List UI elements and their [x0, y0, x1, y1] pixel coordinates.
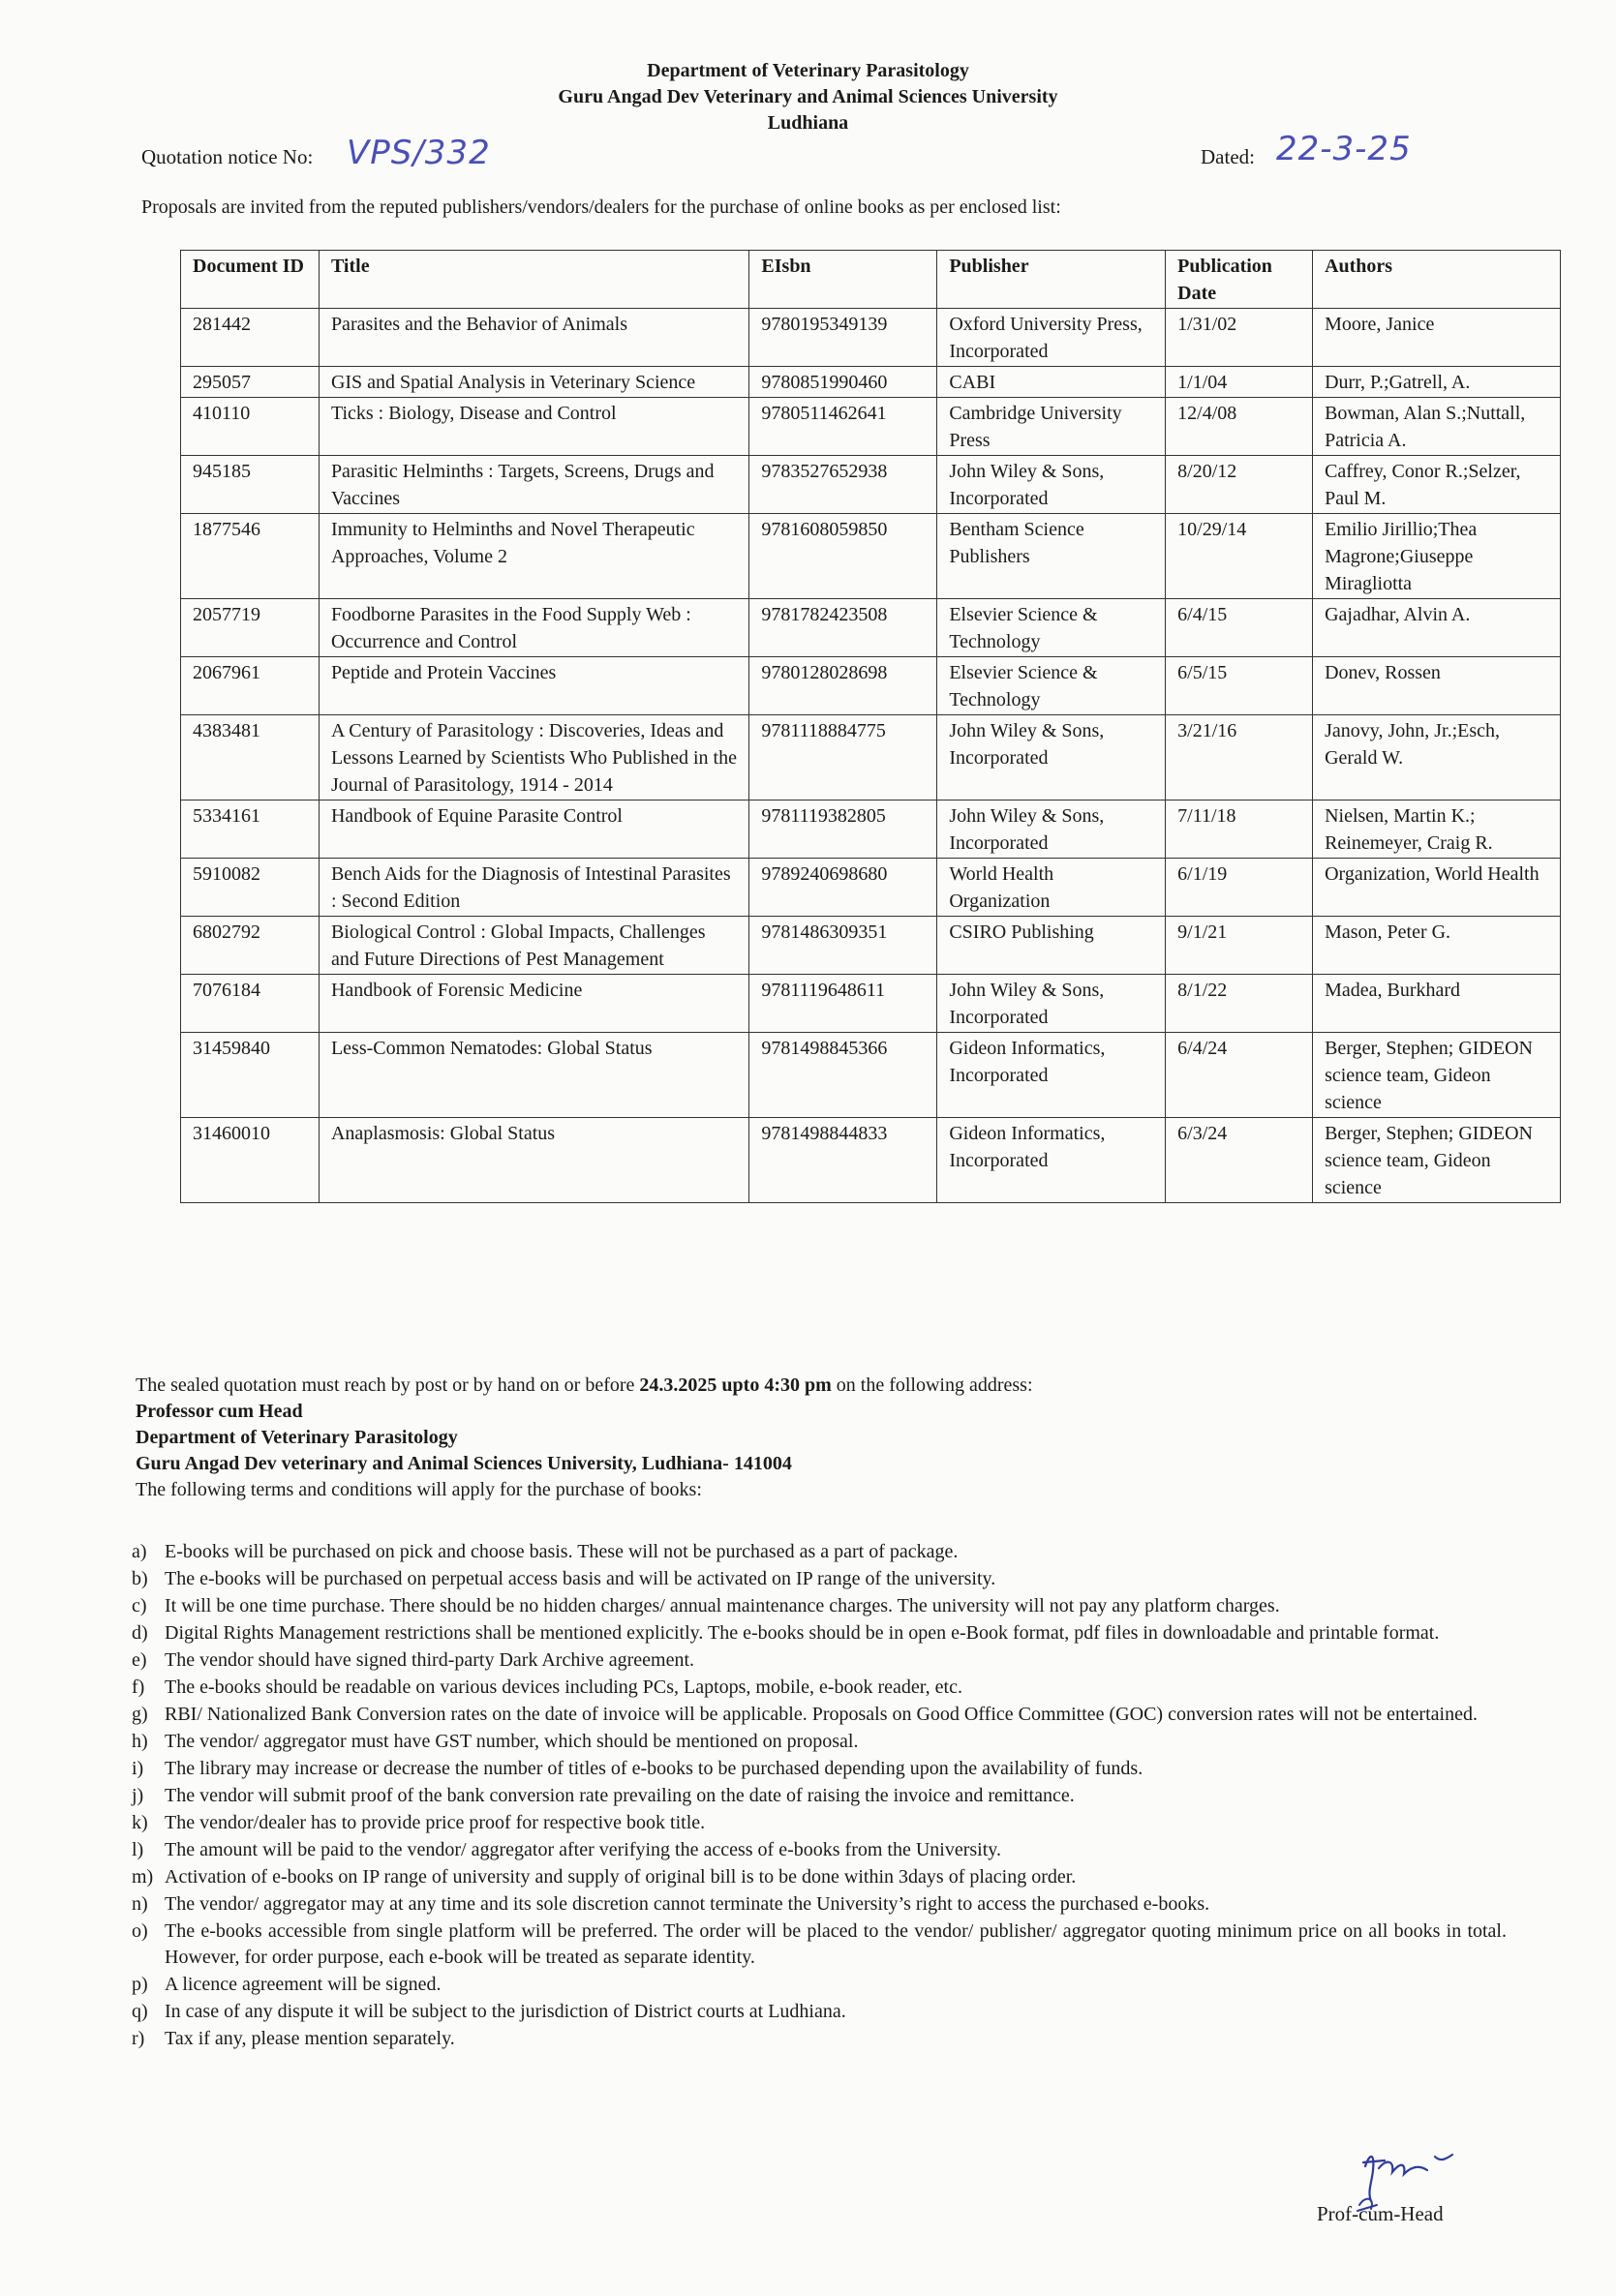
term-item	[132, 1864, 1507, 1890]
cell-title: Handbook of Equine Parasite Control	[319, 801, 748, 859]
department-name: Department of Veterinary Parasitology	[647, 60, 969, 81]
cell-authors: Mason, Peter G.	[1313, 917, 1561, 975]
header-title: Title	[319, 251, 748, 309]
cell-authors: Moore, Janice	[1313, 309, 1561, 367]
cell-publisher: Oxford University Press, Incorporated	[937, 309, 1166, 367]
cell-publisher: John Wiley & Sons, Incorporated	[937, 801, 1166, 859]
submission-pre: The sealed quotation must reach by post or by hand on or before	[136, 1375, 635, 1396]
cell-publication-date: 7/11/18	[1166, 801, 1313, 859]
table-row	[181, 715, 1561, 801]
submission-line	[136, 1373, 1530, 1399]
term-label: m)	[132, 1866, 154, 1888]
dated-label: Dated:	[1201, 145, 1255, 168]
cell-title: Parasitic Helminths : Targets, Screens, Drugs and Vaccines	[319, 456, 748, 514]
term-text: The e-books should be readable on various devices including PCs, Laptops, mobile, e-book reader, etc.	[165, 1677, 962, 1698]
cell-document-id: 945185	[181, 456, 320, 514]
cell-publication-date: 1/1/04	[1166, 367, 1313, 398]
cell-title: Bench Aids for the Diagnosis of Intestinal Parasites : Second Edition	[319, 859, 748, 917]
cell-publication-date: 10/29/14	[1166, 514, 1313, 599]
term-text: The vendor/dealer has to provide price proof for respective book title.	[165, 1812, 706, 1833]
table-row	[181, 514, 1561, 599]
term-item	[132, 2026, 1507, 2052]
term-text: Tax if any, please mention separately.	[165, 2028, 455, 2049]
cell-publication-date: 6/5/15	[1166, 657, 1313, 715]
cell-authors: Caffrey, Conor R.;Selzer, Paul M.	[1313, 456, 1561, 514]
term-text: Activation of e-books on IP range of university and supply of original bill is to be done within 3days of placing order.	[165, 1866, 1077, 1888]
cell-document-id: 2057719	[181, 599, 320, 657]
term-label: a)	[132, 1541, 147, 1562]
header-document-id: Document ID	[181, 251, 320, 309]
letterhead	[0, 58, 1616, 136]
cell-publisher: Gideon Informatics, Incorporated	[937, 1033, 1166, 1118]
cell-authors: Madea, Burkhard	[1313, 975, 1561, 1033]
term-text: Digital Rights Management restrictions shall be mentioned explicitly. The e-books should be in open e-Book format, pdf files in downloadable and printable format.	[165, 1622, 1440, 1644]
cell-title: Handbook of Forensic Medicine	[319, 975, 748, 1033]
books-table-body	[181, 309, 1561, 1203]
table-row	[181, 1033, 1561, 1118]
cell-publisher: John Wiley & Sons, Incorporated	[937, 715, 1166, 801]
header-authors: Authors	[1313, 251, 1561, 309]
cell-title: A Century of Parasitology : Discoveries, Ideas and Lessons Learned by Scientists Who Published in the Journal of Parasitology, 1914 - 2014	[319, 715, 748, 801]
table-row	[181, 975, 1561, 1033]
city-name: Ludhiana	[767, 112, 849, 134]
term-item	[132, 1972, 1507, 1998]
cell-publication-date: 6/4/24	[1166, 1033, 1313, 1118]
cell-title: Biological Control : Global Impacts, Challenges and Future Directions of Pest Management	[319, 917, 748, 975]
term-label: o)	[132, 1920, 148, 1942]
term-text: The e-books accessible from single platform will be preferred. The order will be placed to the vendor/ publisher/ aggregator quoting minimum price on all books in total. However, for order purpose, each e-book will be treated as separate identity.	[165, 1920, 1507, 1968]
term-item	[132, 1593, 1507, 1619]
term-label: h)	[132, 1731, 148, 1752]
term-label: b)	[132, 1568, 148, 1589]
cell-eisbn: 9780195349139	[749, 309, 937, 367]
quotation-notice-number: VPS/332	[347, 134, 491, 172]
cell-authors: Gajadhar, Alvin A.	[1313, 599, 1561, 657]
cell-eisbn: 9781119648611	[749, 975, 937, 1033]
address-line-1: Professor cum Head	[136, 1401, 303, 1422]
term-item	[132, 1783, 1507, 1809]
cell-publication-date: 3/21/16	[1166, 715, 1313, 801]
term-text: It will be one time purchase. There should be no hidden charges/ annual maintenance charges. The university will not pay any platform charges.	[165, 1595, 1280, 1616]
cell-document-id: 5334161	[181, 801, 320, 859]
cell-publisher: Elsevier Science & Technology	[937, 657, 1166, 715]
table-row	[181, 859, 1561, 917]
table-header-row	[181, 251, 1561, 309]
cell-authors: Donev, Rossen	[1313, 657, 1561, 715]
cell-title: Ticks : Biology, Disease and Control	[319, 398, 748, 456]
cell-publication-date: 8/1/22	[1166, 975, 1313, 1033]
dated-value: 22-3-25	[1276, 130, 1412, 168]
cell-title: GIS and Spatial Analysis in Veterinary Science	[319, 367, 748, 398]
term-item	[132, 1729, 1507, 1755]
cell-eisbn: 9781782423508	[749, 599, 937, 657]
address-line-2: Department of Veterinary Parasitology	[136, 1427, 458, 1448]
cell-document-id: 410110	[181, 398, 320, 456]
cell-document-id: 31460010	[181, 1118, 320, 1203]
term-label: p)	[132, 1974, 148, 1995]
term-text: RBI/ Nationalized Bank Conversion rates on the date of invoice will be applicable. Proposals on Good Office Committee (GOC) conversion rates will not be entertained.	[165, 1704, 1478, 1725]
cell-eisbn: 9781486309351	[749, 917, 937, 975]
cell-title: Anaplasmosis: Global Status	[319, 1118, 748, 1203]
cell-eisbn: 9789240698680	[749, 859, 937, 917]
table-row	[181, 398, 1561, 456]
term-label: l)	[132, 1839, 144, 1860]
term-text: The vendor/ aggregator must have GST number, which should be mentioned on proposal.	[165, 1731, 859, 1752]
terms-intro: The following terms and conditions will apply for the purchase of books:	[136, 1479, 702, 1500]
cell-title: Peptide and Protein Vaccines	[319, 657, 748, 715]
cell-authors: Janovy, John, Jr.;Esch, Gerald W.	[1313, 715, 1561, 801]
cell-publisher: Elsevier Science & Technology	[937, 599, 1166, 657]
term-text: E-books will be purchased on pick and choose basis. These will not be purchased as a part of package.	[165, 1541, 959, 1562]
cell-publication-date: 6/1/19	[1166, 859, 1313, 917]
cell-eisbn: 9781498845366	[749, 1033, 937, 1118]
table-row	[181, 456, 1561, 514]
term-text: The vendor should have signed third-party Dark Archive agreement.	[165, 1649, 695, 1671]
term-label: i)	[132, 1758, 144, 1779]
term-item	[132, 1756, 1507, 1782]
term-item	[132, 1891, 1507, 1918]
table-row	[181, 309, 1561, 367]
term-label: k)	[132, 1812, 148, 1833]
cell-authors: Nielsen, Martin K.; Reinemeyer, Craig R.	[1313, 801, 1561, 859]
term-item	[132, 1620, 1507, 1646]
term-item	[132, 1918, 1507, 1971]
term-label: f)	[132, 1677, 145, 1698]
term-item	[132, 1647, 1507, 1674]
cell-publication-date: 1/31/02	[1166, 309, 1313, 367]
term-label: d)	[132, 1622, 148, 1644]
address-line-3: Guru Angad Dev veterinary and Animal Sciences University, Ludhiana- 141004	[136, 1453, 792, 1474]
cell-publisher: Bentham Science Publishers	[937, 514, 1166, 599]
cell-document-id: 6802792	[181, 917, 320, 975]
signature-label: Prof-cum-Head	[1317, 2202, 1444, 2225]
term-item	[132, 1539, 1507, 1565]
term-item	[132, 1837, 1507, 1863]
term-text: A licence agreement will be signed.	[165, 1974, 442, 1995]
cell-document-id: 5910082	[181, 859, 320, 917]
table-row	[181, 1118, 1561, 1203]
cell-document-id: 295057	[181, 367, 320, 398]
cell-document-id: 4383481	[181, 715, 320, 801]
cell-eisbn: 9781119382805	[749, 801, 937, 859]
intro-text: Proposals are invited from the reputed publishers/vendors/dealers for the purchase of online books as per enclosed list:	[141, 196, 1061, 218]
term-item	[132, 1675, 1507, 1701]
header-publication-date: Publication Date	[1166, 251, 1313, 309]
term-label: q)	[132, 2001, 148, 2022]
cell-publisher: Cambridge University Press	[937, 398, 1166, 456]
term-text: The library may increase or decrease the number of titles of e-books to be purchased depending upon the availability of funds.	[165, 1758, 1143, 1779]
cell-eisbn: 9780851990460	[749, 367, 937, 398]
cell-publication-date: 12/4/08	[1166, 398, 1313, 456]
university-name: Guru Angad Dev Veterinary and Animal Sciences University	[558, 86, 1058, 107]
term-text: In case of any dispute it will be subject to the jurisdiction of District courts at Ludhiana.	[165, 2001, 846, 2022]
cell-document-id: 2067961	[181, 657, 320, 715]
table-row	[181, 657, 1561, 715]
header-publisher: Publisher	[937, 251, 1166, 309]
cell-document-id: 281442	[181, 309, 320, 367]
cell-document-id: 1877546	[181, 514, 320, 599]
cell-publisher: John Wiley & Sons, Incorporated	[937, 975, 1166, 1033]
header-eisbn: EIsbn	[749, 251, 937, 309]
table-row	[181, 917, 1561, 975]
term-item	[132, 1810, 1507, 1836]
term-label: r)	[132, 2028, 145, 2049]
cell-authors: Durr, P.;Gatrell, A.	[1313, 367, 1561, 398]
cell-authors: Emilio Jirillio;Thea Magrone;Giuseppe Miragliotta	[1313, 514, 1561, 599]
term-item	[132, 1702, 1507, 1728]
table-row	[181, 367, 1561, 398]
cell-authors: Bowman, Alan S.;Nuttall, Patricia A.	[1313, 398, 1561, 456]
term-label: n)	[132, 1893, 148, 1915]
books-table	[180, 250, 1561, 1203]
table-row	[181, 801, 1561, 859]
terms-list	[132, 1539, 1507, 2053]
cell-eisbn: 9780128028698	[749, 657, 937, 715]
cell-eisbn: 9781498844833	[749, 1118, 937, 1203]
cell-title: Less-Common Nematodes: Global Status	[319, 1033, 748, 1118]
cell-publication-date: 9/1/21	[1166, 917, 1313, 975]
cell-document-id: 31459840	[181, 1033, 320, 1118]
cell-publisher: John Wiley & Sons, Incorporated	[937, 456, 1166, 514]
cell-eisbn: 9781118884775	[749, 715, 937, 801]
cell-publisher: CSIRO Publishing	[937, 917, 1166, 975]
term-text: The vendor/ aggregator may at any time and its sole discretion cannot terminate the University’s right to access the purchased e-books.	[165, 1893, 1210, 1915]
submission-block	[136, 1373, 1530, 1503]
cell-publisher: World Health Organization	[937, 859, 1166, 917]
cell-authors: Berger, Stephen; GIDEON science team, Gideon science	[1313, 1033, 1561, 1118]
cell-publication-date: 8/20/12	[1166, 456, 1313, 514]
term-label: c)	[132, 1595, 147, 1616]
term-text: The e-books will be purchased on perpetual access basis and will be activated on IP range of the university.	[165, 1568, 996, 1589]
notice-row	[141, 130, 1439, 178]
cell-authors: Berger, Stephen; GIDEON science team, Gideon science	[1313, 1118, 1561, 1203]
cell-eisbn: 9780511462641	[749, 398, 937, 456]
cell-publisher: Gideon Informatics, Incorporated	[937, 1118, 1166, 1203]
term-item	[132, 1999, 1507, 2025]
term-label: j)	[132, 1785, 144, 1806]
submission-post: on the following address:	[836, 1375, 1033, 1396]
submission-deadline: 24.3.2025 upto 4:30 pm	[639, 1375, 832, 1396]
table-row	[181, 599, 1561, 657]
cell-authors: Organization, World Health	[1313, 859, 1561, 917]
cell-publication-date: 6/4/15	[1166, 599, 1313, 657]
term-text: The amount will be paid to the vendor/ aggregator after verifying the access of e-books from the University.	[165, 1839, 1001, 1860]
term-label: g)	[132, 1704, 148, 1725]
term-text: The vendor will submit proof of the bank conversion rate prevailing on the date of raising the invoice and remittance.	[165, 1785, 1075, 1806]
cell-eisbn: 9781608059850	[749, 514, 937, 599]
cell-title: Parasites and the Behavior of Animals	[319, 309, 748, 367]
term-label: e)	[132, 1649, 147, 1671]
cell-eisbn: 9783527652938	[749, 456, 937, 514]
cell-document-id: 7076184	[181, 975, 320, 1033]
cell-title: Foodborne Parasites in the Food Supply Web : Occurrence and Control	[319, 599, 748, 657]
cell-publication-date: 6/3/24	[1166, 1118, 1313, 1203]
term-item	[132, 1566, 1507, 1592]
cell-publisher: CABI	[937, 367, 1166, 398]
cell-title: Immunity to Helminths and Novel Therapeutic Approaches, Volume 2	[319, 514, 748, 599]
quotation-notice-label: Quotation notice No:	[141, 145, 314, 168]
